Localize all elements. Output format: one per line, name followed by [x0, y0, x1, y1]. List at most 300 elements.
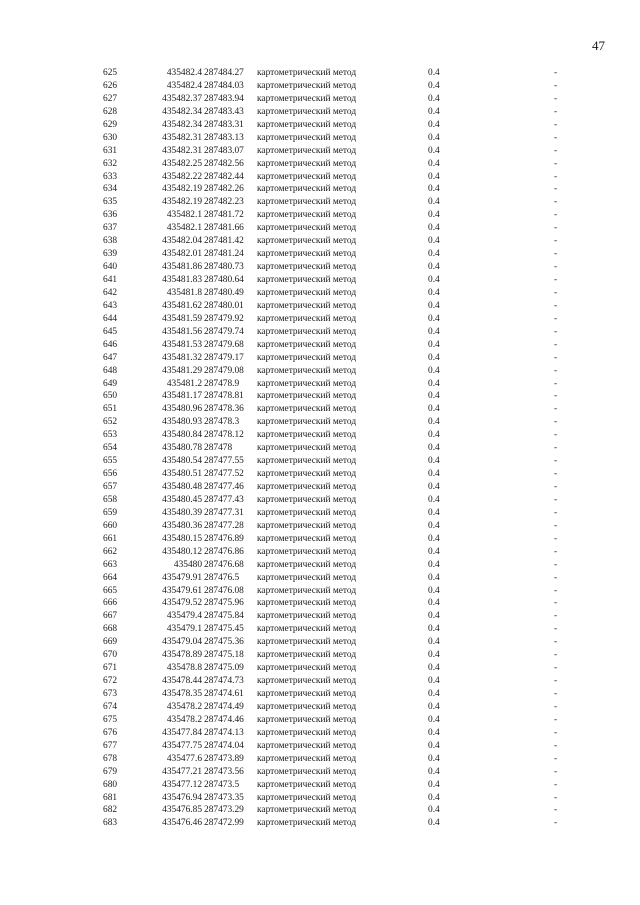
- table-row: [0, 455, 640, 468]
- method-cell: картометрический метод: [257, 546, 357, 557]
- point-number: 650: [103, 391, 118, 402]
- coordinate-y: 287474.61: [204, 689, 244, 699]
- note-cell: -: [554, 443, 558, 454]
- note-cell: -: [554, 520, 558, 531]
- method-cell: картометрический метод: [257, 171, 357, 182]
- error-cell: 0.4: [428, 507, 440, 518]
- table-row: [0, 507, 640, 520]
- coordinate-x: 435478.2: [166, 714, 202, 725]
- error-cell: 0.4: [428, 740, 440, 751]
- error-cell: 0.4: [428, 184, 440, 195]
- error-cell: 0.4: [428, 637, 440, 648]
- coordinate-x: 435480.96: [162, 404, 202, 415]
- note-cell: -: [554, 714, 558, 725]
- method-cell: картометрический метод: [257, 197, 357, 208]
- coordinate-x: 435480.45: [162, 494, 202, 505]
- error-cell: 0.4: [428, 223, 440, 234]
- table-row: [0, 817, 640, 830]
- point-number: 638: [103, 236, 118, 247]
- coordinate-x: 435476.85: [162, 805, 202, 816]
- coordinate-y: 287480.73: [204, 262, 244, 273]
- coordinate-y: 287483.13: [204, 132, 244, 143]
- coordinate-y: 287474.73: [204, 676, 244, 687]
- note-cell: -: [554, 494, 558, 505]
- method-cell: картометрический метод: [257, 326, 357, 337]
- point-number: 681: [103, 792, 118, 803]
- method-cell: картометрический метод: [257, 365, 357, 376]
- note-cell: -: [554, 507, 558, 518]
- method-cell: картометрический метод: [257, 624, 357, 635]
- point-number: 660: [103, 520, 118, 531]
- coordinate-x: 435478.35: [162, 689, 202, 699]
- coordinate-y: 287478.3: [204, 417, 240, 428]
- point-number: 665: [103, 585, 118, 596]
- coordinate-y: 287479.92: [204, 313, 244, 324]
- note-cell: -: [554, 391, 558, 402]
- note-cell: -: [554, 378, 558, 389]
- point-number: 628: [103, 106, 118, 117]
- coordinate-y: 287484.27: [204, 68, 244, 78]
- coordinate-x: 435479.04: [162, 637, 202, 648]
- point-number: 634: [103, 184, 118, 195]
- coordinate-x: 435482.31: [162, 145, 202, 156]
- method-cell: картометрический метод: [257, 779, 357, 790]
- method-cell: картометрический метод: [257, 753, 357, 764]
- coordinate-x: 435480.54: [162, 456, 202, 467]
- error-cell: 0.4: [428, 158, 440, 169]
- note-cell: -: [554, 119, 558, 130]
- method-cell: картометрический метод: [257, 430, 357, 441]
- note-cell: -: [554, 184, 558, 195]
- error-cell: 0.4: [428, 520, 440, 531]
- note-cell: -: [554, 275, 558, 285]
- point-number: 656: [103, 469, 118, 480]
- method-cell: картометрический метод: [257, 80, 357, 91]
- note-cell: -: [554, 68, 558, 78]
- coordinate-x: 435482.4: [166, 80, 202, 91]
- error-cell: 0.4: [428, 792, 440, 803]
- method-cell: картометрический метод: [257, 313, 357, 324]
- coordinate-x: 435477.6: [166, 753, 202, 764]
- method-cell: картометрический метод: [257, 119, 357, 130]
- coordinate-y: 287475.84: [204, 611, 244, 622]
- coordinate-y: 287482.56: [204, 158, 244, 169]
- method-cell: картометрический метод: [257, 184, 357, 195]
- method-cell: картометрический метод: [257, 262, 357, 273]
- table-row: [0, 753, 640, 766]
- coordinate-x: 435481.29: [162, 365, 202, 376]
- coordinate-x: 435481.2: [166, 378, 202, 389]
- error-cell: 0.4: [428, 585, 440, 596]
- table-row: [0, 804, 640, 817]
- note-cell: -: [554, 352, 558, 363]
- method-cell: картометрический метод: [257, 300, 357, 311]
- coordinate-y: 287479.68: [204, 339, 244, 350]
- note-cell: -: [554, 469, 558, 480]
- table-row: [0, 326, 640, 339]
- coordinate-y: 287477.28: [204, 520, 244, 531]
- table-row: [0, 442, 640, 455]
- coordinate-x: 435477.84: [162, 727, 202, 738]
- coordinate-x: 435481.56: [162, 326, 202, 337]
- method-cell: картометрический метод: [257, 520, 357, 531]
- error-cell: 0.4: [428, 443, 440, 454]
- error-cell: 0.4: [428, 391, 440, 402]
- coordinate-y: 287478.12: [204, 430, 244, 441]
- coordinate-y: 287476.86: [204, 546, 244, 557]
- method-cell: картометрический метод: [257, 93, 357, 104]
- coordinate-x: 435480.84: [162, 430, 202, 441]
- coordinate-y: 287473.89: [204, 753, 244, 764]
- table-body: [0, 67, 640, 830]
- method-cell: картометрический метод: [257, 494, 357, 505]
- table-row: [0, 80, 640, 93]
- table-row: [0, 766, 640, 779]
- note-cell: -: [554, 365, 558, 376]
- table-row: [0, 274, 640, 287]
- error-cell: 0.4: [428, 171, 440, 182]
- error-cell: 0.4: [428, 93, 440, 104]
- point-number: 658: [103, 494, 118, 505]
- coordinate-y: 287480.64: [204, 275, 244, 285]
- table-row: [0, 675, 640, 688]
- coordinate-y: 287481.66: [204, 223, 244, 234]
- note-cell: -: [554, 792, 558, 803]
- coordinate-y: 287478.9: [204, 378, 240, 389]
- method-cell: картометрический метод: [257, 714, 357, 725]
- note-cell: -: [554, 598, 558, 609]
- table-row: [0, 365, 640, 378]
- coordinate-y: 287474.04: [204, 740, 244, 751]
- coordinate-x: 435477.21: [162, 766, 202, 777]
- method-cell: картометрический метод: [257, 443, 357, 454]
- coordinate-y: 287477.52: [204, 469, 244, 480]
- coordinate-x: 435482.34: [162, 106, 202, 117]
- point-number: 671: [103, 663, 118, 674]
- coordinate-x: 435480.78: [162, 443, 202, 454]
- coordinate-y: 287481.42: [204, 236, 244, 247]
- point-number: 632: [103, 158, 118, 169]
- error-cell: 0.4: [428, 766, 440, 777]
- note-cell: -: [554, 585, 558, 596]
- error-cell: 0.4: [428, 559, 440, 570]
- method-cell: картометрический метод: [257, 663, 357, 674]
- point-number: 631: [103, 145, 118, 156]
- method-cell: картометрический метод: [257, 417, 357, 428]
- note-cell: -: [554, 701, 558, 712]
- error-cell: 0.4: [428, 210, 440, 221]
- table-row: [0, 649, 640, 662]
- table-row: [0, 222, 640, 235]
- table-row: [0, 287, 640, 300]
- point-number: 635: [103, 197, 118, 208]
- note-cell: -: [554, 805, 558, 816]
- point-number: 653: [103, 430, 118, 441]
- coordinate-x: 435477.75: [162, 740, 202, 751]
- table-row: [0, 688, 640, 701]
- coordinate-y: 287478: [204, 443, 233, 454]
- coordinate-y: 287473.56: [204, 766, 244, 777]
- method-cell: картометрический метод: [257, 106, 357, 117]
- note-cell: -: [554, 689, 558, 699]
- note-cell: -: [554, 236, 558, 247]
- note-cell: -: [554, 430, 558, 441]
- method-cell: картометрический метод: [257, 637, 357, 648]
- coordinate-x: 435480.36: [162, 520, 202, 531]
- error-cell: 0.4: [428, 249, 440, 260]
- method-cell: картометрический метод: [257, 805, 357, 816]
- coordinate-y: 287474.13: [204, 727, 244, 738]
- coordinate-x: 435481.32: [162, 352, 202, 363]
- coordinate-y: 287477.31: [204, 507, 244, 518]
- coordinate-y: 287483.94: [204, 93, 244, 104]
- coordinate-x: 435479.61: [162, 585, 202, 596]
- coordinate-y: 287476.5: [204, 572, 240, 583]
- point-number: 626: [103, 80, 118, 91]
- method-cell: картометрический метод: [257, 249, 357, 260]
- coordinate-y: 287478.36: [204, 404, 244, 415]
- method-cell: картометрический метод: [257, 701, 357, 712]
- note-cell: -: [554, 106, 558, 117]
- coordinate-y: 287480.01: [204, 300, 244, 311]
- point-number: 659: [103, 507, 118, 518]
- coordinate-x: 435482.01: [162, 249, 202, 260]
- coordinate-x: 435477.12: [162, 779, 202, 790]
- coordinate-x: 435482.25: [162, 158, 202, 169]
- coordinates-table: [0, 67, 640, 830]
- table-row: [0, 93, 640, 106]
- coordinate-x: 435481.86: [162, 262, 202, 273]
- method-cell: картометрический метод: [257, 740, 357, 751]
- point-number: 637: [103, 223, 118, 234]
- coordinate-y: 287473.29: [204, 805, 244, 816]
- method-cell: картометрический метод: [257, 598, 357, 609]
- table-row: [0, 183, 640, 196]
- coordinate-y: 287473.5: [204, 779, 240, 790]
- error-cell: 0.4: [428, 287, 440, 298]
- coordinate-x: 435482.19: [162, 184, 202, 195]
- point-number: 644: [103, 313, 118, 324]
- table-row: [0, 520, 640, 533]
- point-number: 646: [103, 339, 118, 350]
- error-cell: 0.4: [428, 365, 440, 376]
- method-cell: картометрический метод: [257, 158, 357, 169]
- error-cell: 0.4: [428, 805, 440, 816]
- coordinate-x: 435482.19: [162, 197, 202, 208]
- method-cell: картометрический метод: [257, 145, 357, 156]
- coordinate-y: 287475.36: [204, 637, 244, 648]
- note-cell: -: [554, 663, 558, 674]
- note-cell: -: [554, 676, 558, 687]
- point-number: 636: [103, 210, 118, 221]
- coordinate-x: 435482.31: [162, 132, 202, 143]
- point-number: 651: [103, 404, 118, 415]
- table-row: [0, 67, 640, 80]
- point-number: 669: [103, 637, 118, 648]
- coordinate-x: 435480.51: [162, 469, 202, 480]
- coordinate-y: 287477.46: [204, 482, 244, 492]
- point-number: 680: [103, 779, 118, 790]
- point-number: 673: [103, 689, 118, 699]
- note-cell: -: [554, 818, 558, 829]
- error-cell: 0.4: [428, 689, 440, 699]
- table-row: [0, 313, 640, 326]
- table-row: [0, 261, 640, 274]
- error-cell: 0.4: [428, 663, 440, 674]
- coordinate-x: 435480.93: [162, 417, 202, 428]
- note-cell: -: [554, 145, 558, 156]
- coordinate-y: 287483.31: [204, 119, 244, 130]
- coordinate-y: 287479.08: [204, 365, 244, 376]
- method-cell: картометрический метод: [257, 585, 357, 596]
- coordinate-x: 435481.8: [166, 287, 202, 298]
- coordinate-y: 287473.35: [204, 792, 244, 803]
- coordinate-y: 287479.74: [204, 326, 244, 337]
- method-cell: картометрический метод: [257, 456, 357, 467]
- table-row: [0, 740, 640, 753]
- error-cell: 0.4: [428, 197, 440, 208]
- coordinate-y: 287474.46: [204, 714, 244, 725]
- point-number: 648: [103, 365, 118, 376]
- coordinate-x: 435480.15: [162, 533, 202, 544]
- coordinate-x: 435476.46: [162, 818, 202, 829]
- note-cell: -: [554, 753, 558, 764]
- point-number: 664: [103, 572, 118, 583]
- point-number: 625: [103, 68, 118, 78]
- point-number: 666: [103, 598, 118, 609]
- point-number: 652: [103, 417, 118, 428]
- note-cell: -: [554, 611, 558, 622]
- coordinate-y: 287472.99: [204, 818, 244, 829]
- coordinate-x: 435478.89: [162, 650, 202, 661]
- coordinate-x: 435479.4: [166, 611, 202, 622]
- note-cell: -: [554, 262, 558, 273]
- note-cell: -: [554, 300, 558, 311]
- table-row: [0, 132, 640, 145]
- table-row: [0, 106, 640, 119]
- point-number: 643: [103, 300, 118, 311]
- point-number: 629: [103, 119, 118, 130]
- note-cell: -: [554, 80, 558, 91]
- note-cell: -: [554, 740, 558, 751]
- error-cell: 0.4: [428, 818, 440, 829]
- coordinate-y: 287476.89: [204, 533, 244, 544]
- method-cell: картометрический метод: [257, 533, 357, 544]
- point-number: 655: [103, 456, 118, 467]
- note-cell: -: [554, 313, 558, 324]
- note-cell: -: [554, 650, 558, 661]
- coordinate-x: 435482.1: [166, 210, 202, 221]
- coordinate-y: 287483.43: [204, 106, 244, 117]
- table-row: [0, 597, 640, 610]
- error-cell: 0.4: [428, 404, 440, 415]
- error-cell: 0.4: [428, 313, 440, 324]
- method-cell: картометрический метод: [257, 236, 357, 247]
- point-number: 677: [103, 740, 118, 751]
- error-cell: 0.4: [428, 236, 440, 247]
- note-cell: -: [554, 533, 558, 544]
- coordinate-x: 435481.17: [162, 391, 202, 402]
- table-row: [0, 300, 640, 313]
- point-number: 678: [103, 753, 118, 764]
- coordinate-y: 287475.18: [204, 650, 244, 661]
- error-cell: 0.4: [428, 106, 440, 117]
- table-row: [0, 636, 640, 649]
- point-number: 674: [103, 701, 118, 712]
- note-cell: -: [554, 171, 558, 182]
- error-cell: 0.4: [428, 300, 440, 311]
- method-cell: картометрический метод: [257, 766, 357, 777]
- table-row: [0, 546, 640, 559]
- error-cell: 0.4: [428, 262, 440, 273]
- note-cell: -: [554, 326, 558, 337]
- coordinate-x: 435482.34: [162, 119, 202, 130]
- error-cell: 0.4: [428, 469, 440, 480]
- note-cell: -: [554, 223, 558, 234]
- note-cell: -: [554, 210, 558, 221]
- error-cell: 0.4: [428, 145, 440, 156]
- error-cell: 0.4: [428, 624, 440, 635]
- note-cell: -: [554, 624, 558, 635]
- coordinate-y: 287484.03: [204, 80, 244, 91]
- table-row: [0, 378, 640, 391]
- coordinate-x: 435478.8: [166, 663, 202, 674]
- note-cell: -: [554, 766, 558, 777]
- coordinate-y: 287475.96: [204, 598, 244, 609]
- error-cell: 0.4: [428, 779, 440, 790]
- coordinate-x: 435479.91: [162, 572, 202, 583]
- error-cell: 0.4: [428, 456, 440, 467]
- point-number: 647: [103, 352, 118, 363]
- error-cell: 0.4: [428, 80, 440, 91]
- note-cell: -: [554, 637, 558, 648]
- table-row: [0, 662, 640, 675]
- method-cell: картометрический метод: [257, 482, 357, 492]
- point-number: 633: [103, 171, 118, 182]
- method-cell: картометрический метод: [257, 339, 357, 350]
- method-cell: картометрический метод: [257, 404, 357, 415]
- table-row: [0, 171, 640, 184]
- table-row: [0, 248, 640, 261]
- point-number: 649: [103, 378, 118, 389]
- point-number: 676: [103, 727, 118, 738]
- error-cell: 0.4: [428, 275, 440, 285]
- method-cell: картометрический метод: [257, 132, 357, 143]
- coordinate-x: 435482.04: [162, 236, 202, 247]
- coordinate-x: 435482.1: [166, 223, 202, 234]
- point-number: 640: [103, 262, 118, 273]
- coordinate-y: 287476.68: [204, 559, 244, 570]
- note-cell: -: [554, 93, 558, 104]
- point-number: 630: [103, 132, 118, 143]
- coordinate-y: 287475.09: [204, 663, 244, 674]
- table-row: [0, 585, 640, 598]
- coordinate-y: 287478.81: [204, 391, 244, 402]
- table-row: [0, 403, 640, 416]
- method-cell: картометрический метод: [257, 391, 357, 402]
- coordinate-y: 287479.17: [204, 352, 244, 363]
- method-cell: картометрический метод: [257, 287, 357, 298]
- method-cell: картометрический метод: [257, 676, 357, 687]
- method-cell: картометрический метод: [257, 275, 357, 285]
- table-row: [0, 779, 640, 792]
- error-cell: 0.4: [428, 611, 440, 622]
- table-row: [0, 701, 640, 714]
- point-number: 672: [103, 676, 118, 687]
- point-number: 670: [103, 650, 118, 661]
- note-cell: -: [554, 417, 558, 428]
- coordinate-y: 287476.08: [204, 585, 244, 596]
